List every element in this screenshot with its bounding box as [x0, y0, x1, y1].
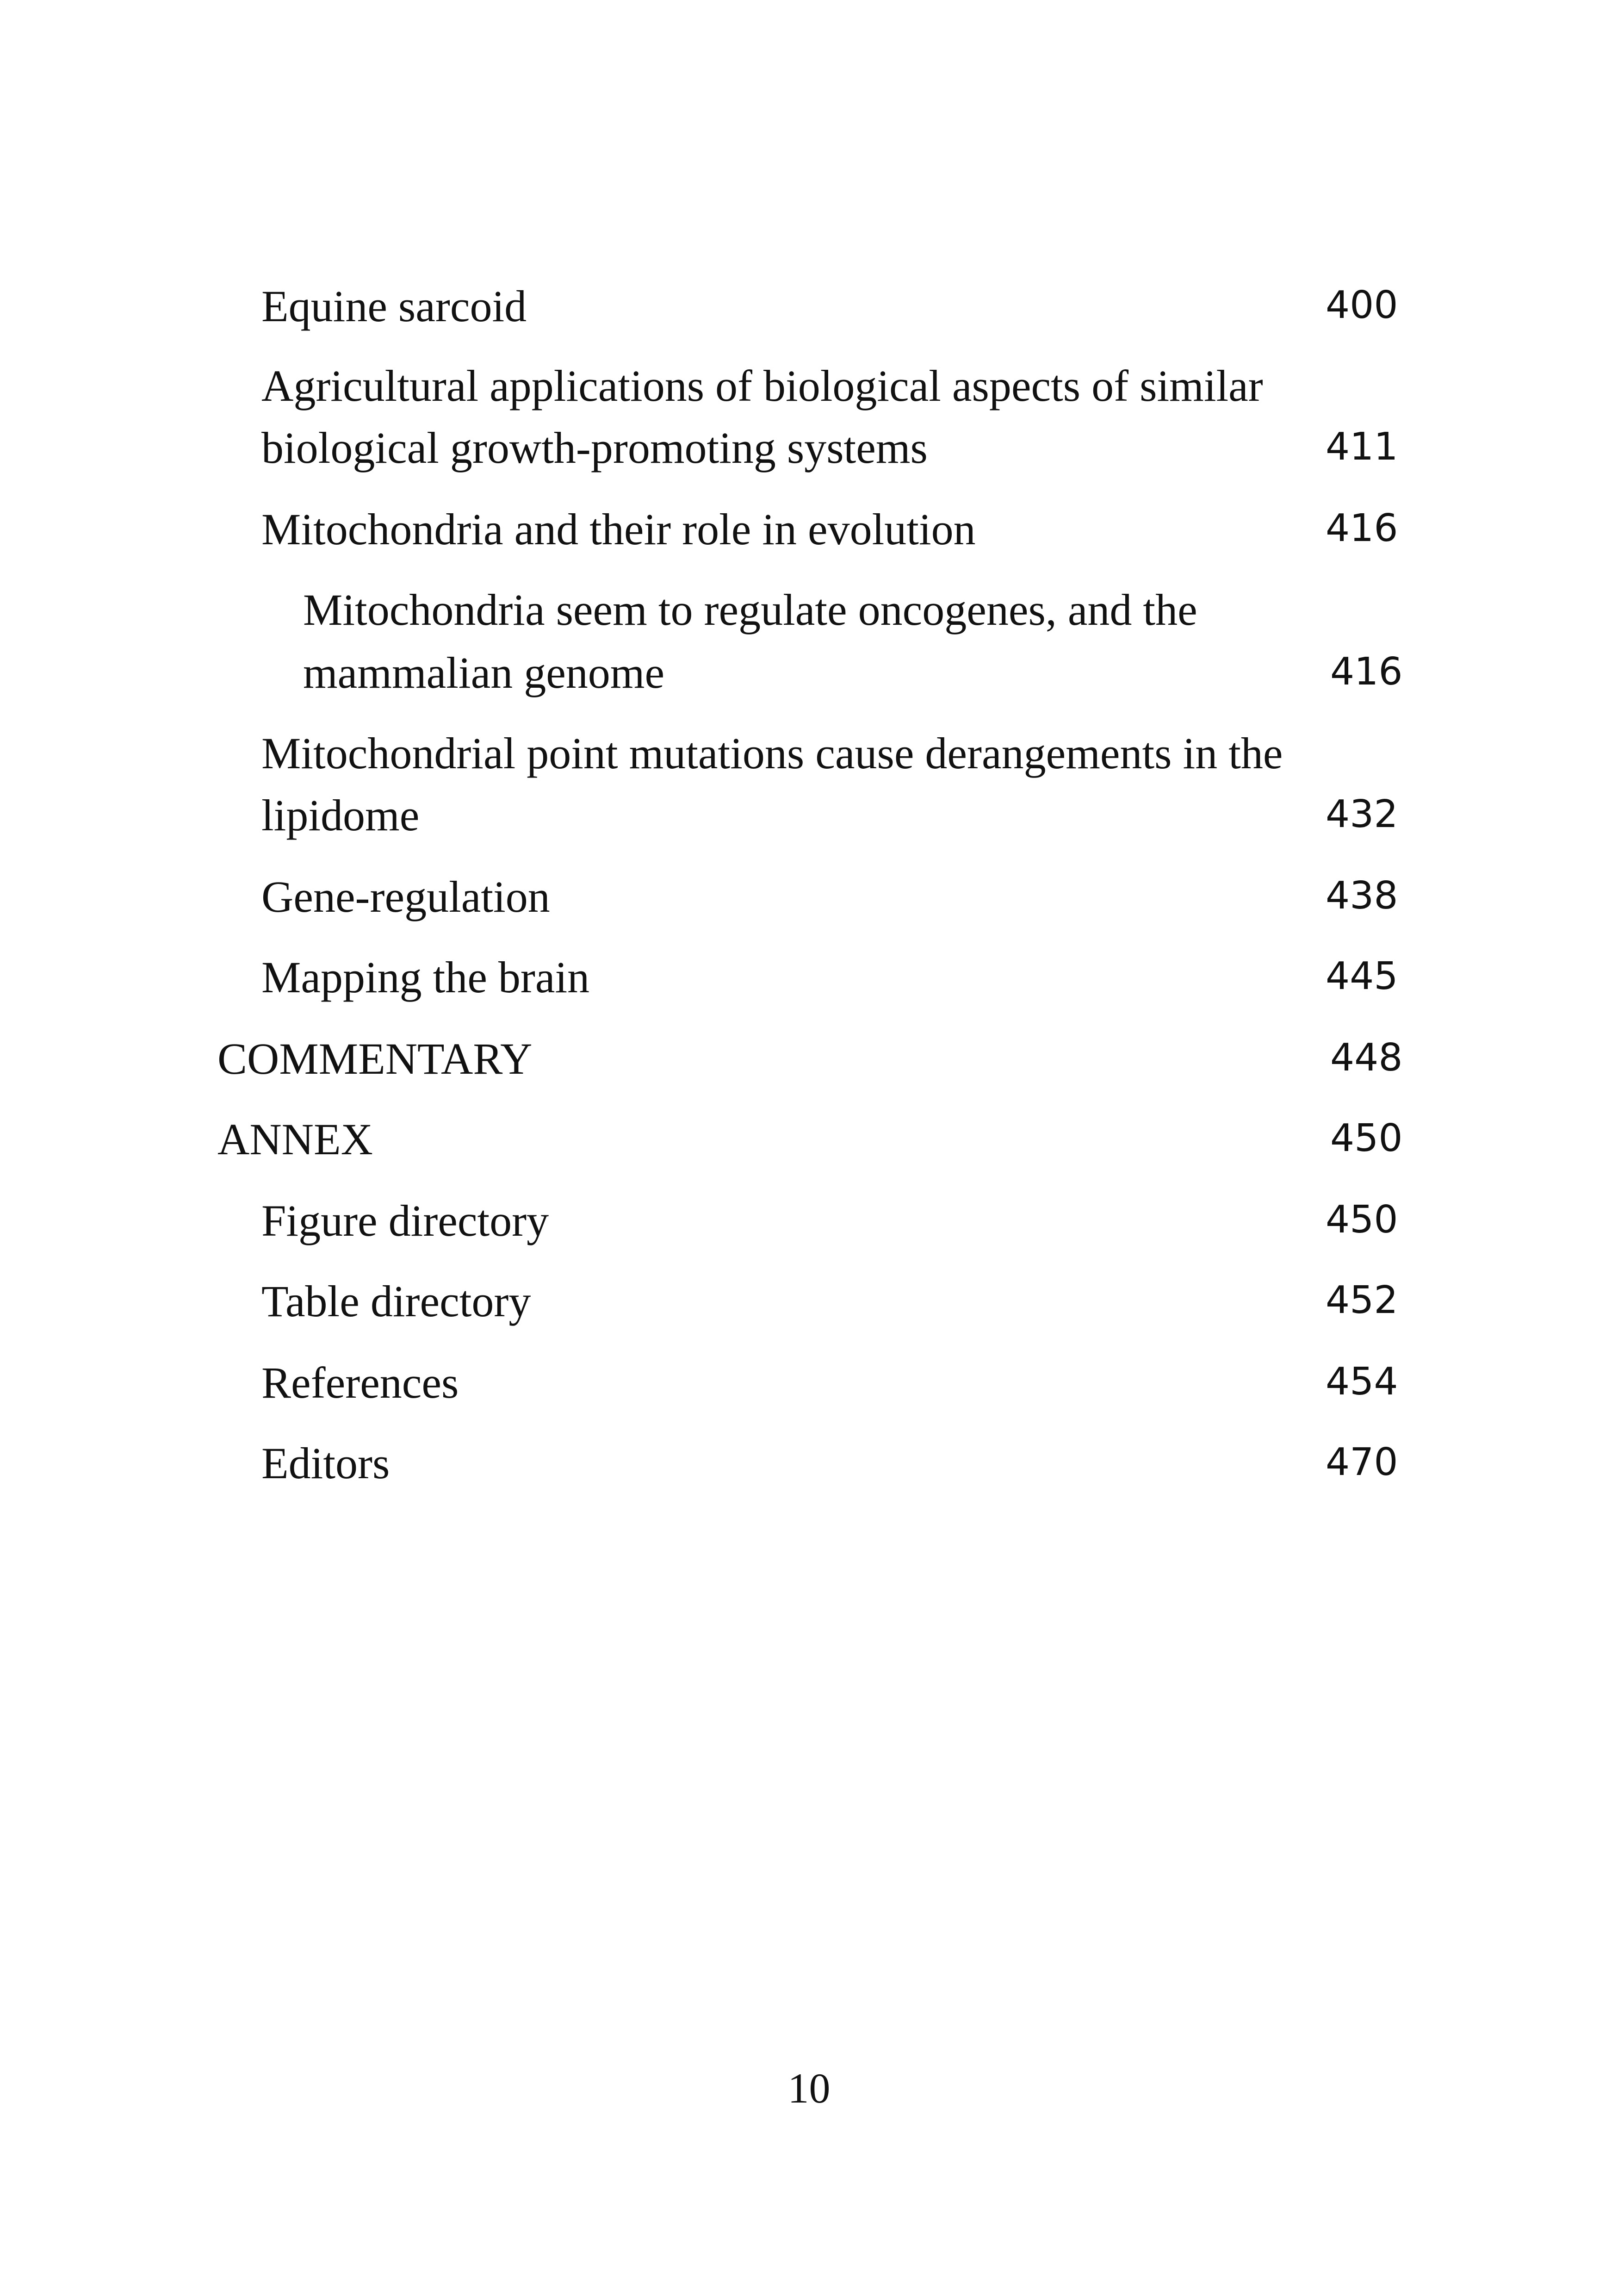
toc-entry-page: 445 — [1326, 954, 1398, 998]
toc-entry-title-line2: lipidome — [261, 790, 420, 840]
toc-entry-title: Mitochondria and their role in evolution — [261, 504, 976, 554]
toc-entry-page: 400 — [1326, 283, 1398, 327]
toc-entry-title: Figure directory — [261, 1196, 549, 1245]
toc-entry-page: 416 — [1330, 650, 1403, 694]
toc-entry-title: Agricultural applications of biological aspects of similar — [261, 361, 1263, 411]
toc-entry-title-line2: mammalian genome — [303, 648, 665, 697]
toc-entry-title: Editors — [261, 1438, 390, 1488]
toc-entry-title-line2: biological growth-promoting systems — [261, 423, 928, 473]
toc-entry-page: 470 — [1326, 1440, 1398, 1484]
toc-entry-title: Mitochondria seem to regulate oncogenes, and the — [303, 585, 1197, 635]
toc-entry-page: 448 — [1330, 1036, 1403, 1080]
toc-entry-title: Mapping the brain — [261, 952, 590, 1002]
toc-entry-title: References — [261, 1358, 459, 1407]
toc-entry-page: 416 — [1326, 506, 1398, 550]
toc-entry-page: 450 — [1326, 1198, 1398, 1242]
toc-entry-page: 411 — [1326, 425, 1398, 469]
toc-entry-page: 450 — [1330, 1116, 1403, 1160]
toc-entry-page: 452 — [1326, 1278, 1398, 1322]
toc-entry-title: ANNEX — [217, 1114, 373, 1164]
toc-entry-page: 454 — [1326, 1360, 1398, 1404]
toc-entry-title: Mitochondrial point mutations cause derangements in the — [261, 728, 1283, 778]
toc-entry-page: 432 — [1326, 792, 1398, 836]
toc-entry-title: COMMENTARY — [217, 1034, 533, 1083]
toc-entry-title: Table directory — [261, 1276, 531, 1326]
toc-entry-title: Gene-regulation — [261, 872, 550, 921]
page-number: 10 — [787, 2065, 831, 2112]
toc-entry-title: Equine sarcoid — [261, 281, 527, 331]
toc-entry-page: 438 — [1326, 874, 1398, 918]
